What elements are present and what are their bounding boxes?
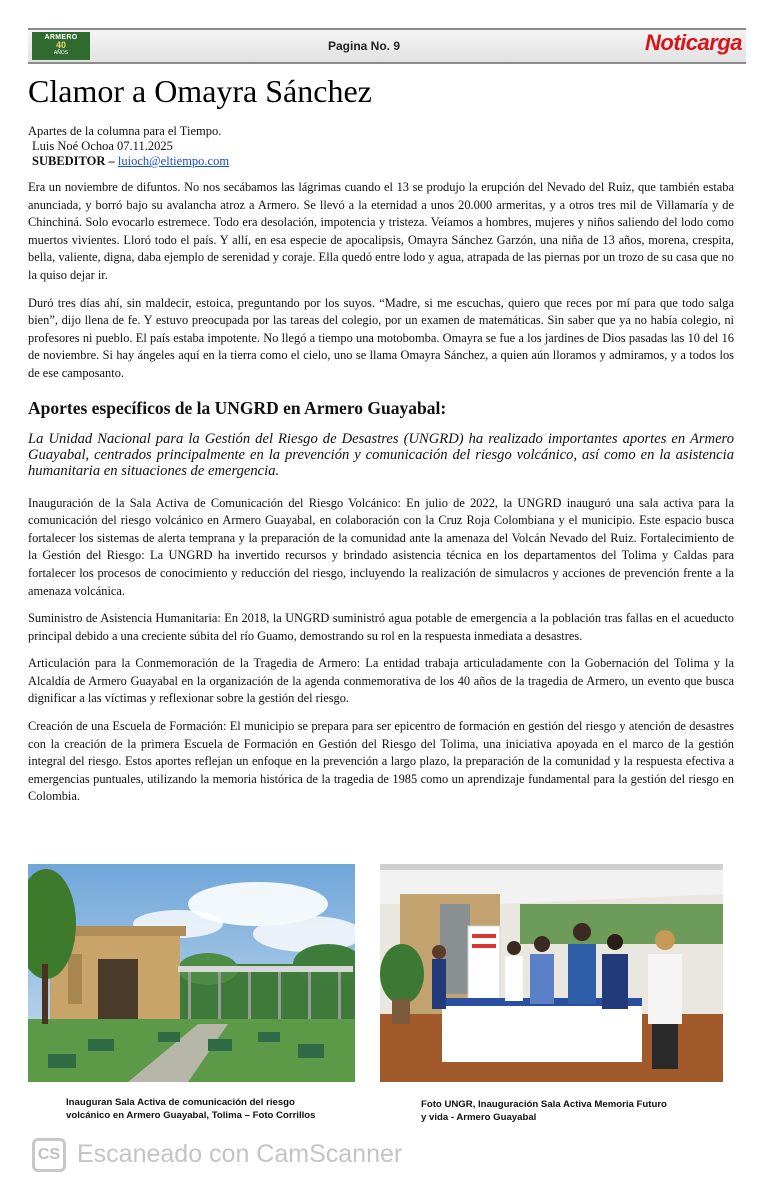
armero-40-logo: [32, 32, 90, 60]
photo-left-caption-line2: volcánico en Armero Guayabal, Tolima – Foto Corrillos: [66, 1110, 316, 1121]
page-number: Pagina No. 9: [328, 39, 401, 53]
photo-right-caption-line2: y vida - Armero Guayabal: [421, 1112, 537, 1123]
photo-sala-activa-exterior: [28, 864, 355, 1082]
noticarga-brand: Noticarga: [645, 30, 742, 55]
article-source: Apartes de la columna para el Tiempo.: [28, 124, 222, 138]
photo-left-caption: [66, 1096, 316, 1122]
photo-right-caption-line1: Foto UNGR, Inauguración Sala Activa Memoria Futuro: [421, 1099, 667, 1110]
camscanner-watermark-text: Escaneado con CamScanner: [77, 1140, 403, 1168]
article-content: [28, 72, 734, 806]
camscanner-logo-icon: CS: [32, 1138, 66, 1172]
section-paragraph-3: Articulación para la Conmemoración de la Tragedia de Armero: La entidad trabaja articuladamente con la Gobernación del Tolima y la Alcaldía de Armero Guayabal en la organización de la agenda conmemorativa de los 40 años de la tragedia de Armero, un evento que busca dignificar a las víctimas y reflexionar sobre la gestión del riesgo.: [28, 656, 734, 706]
photo-left-caption-line1: Inauguran Sala Activa de comunicación del riesgo: [66, 1097, 295, 1108]
logo-left-line3: AÑOS: [53, 50, 69, 56]
article-role: SUBEDITOR –: [32, 154, 115, 168]
article-byline: [28, 124, 734, 169]
section-paragraph-1: Inauguración de la Sala Activa de Comunicación del Riesgo Volcánico: En julio de 2022, la UNGRD inauguró una sala activa para la comunicación del riesgo volcánico en Armero Guayabal, en colaboración con la Cruz Roja Colombiana y el municipio. Este espacio busca fortalecer los sistemas de alerta temprana y la preparación de la comunidad ante la amenaza del Volcán Nevado del Ruiz. Fortalecimiento de la Gestión del Riesgo: La UNGRD ha invertido recursos y brindado asistencia técnica en los departamentos del Tolima y Caldas para fortalecer los procesos de conocimiento y reducción del riesgo, incluyendo la realización de simulacros y acciones de prevención frente a la amenaza volcánica.: [28, 495, 734, 598]
article-paragraph-1: Era un noviembre de difuntos. No nos secábamos las lágrimas cuando el 13 se produjo la erupción del Nevado del Ruiz, que también estaba anunciada, y borró bajo su avalancha atroz a Armero. Se llevó a la eternidad a unos 20.000 armeritas, y a otros tres mil de Villamaría y de Chinchiná. Solo evocarlo estremece. Todo era desolación, impotencia y tristeza. Veíamos a hombres, mujeres y niños saliendo del lodo como muertos vivientes. Lloró todo el país. Y allí, en esa especie de apocalipsis, Omayra Sánchez Garzón, una niña de 13 años, morena, crespita, bella, valiente, digna, daba ejemplo de serenidad y coraje. Ella quedó entre lodo y agua, atrapada de las piernas por un trozo de su casa que no la quiso dejar ir.: [28, 180, 734, 282]
section-lead: La Unidad Nacional para la Gestión del Riesgo de Desastres (UNGRD) ha realizado importantes aportes en Armero Guayabal, centrados principalmente en la prevención y comunicación del riesgo volcánico, así como en la asistencia humanitaria en situaciones de emergencia.: [28, 430, 734, 479]
photo-right-caption: [421, 1098, 667, 1124]
article-paragraph-2: Duró tres días ahí, sin maldecir, estoica, preguntando por los suyos. “Madre, si me escuchas, quiero que reces por mí para que todo salga bien”, dijo llena de fe. Y estuvo preocupada por las tareas del colegio, por un examen de matemáticas. Sin saber que ya no había colegio, ni profesores ni pueblo. El país estaba impotente. No llegó a tiempo una motobomba. Omayra se fue a los jardines de Dios pasadas las 10 del 16 de noviembre. Si hay ángeles aquí en la tierra como el cielo, uno se llama Omayra Sánchez, a quien aún lloramos y admiramos, y a todos los de ese camposanto.: [28, 295, 734, 380]
logo-left-line2: 40: [55, 40, 66, 50]
article-title: Clamor a Omayra Sánchez: [28, 73, 372, 109]
author-email-link[interactable]: luioch@eltiempo.com: [117, 154, 230, 168]
article-role-line: [28, 154, 734, 169]
page-header: [28, 28, 746, 64]
article-author-date: Luis Noé Ochoa 07.11.2025: [32, 139, 173, 153]
section-paragraph-4: Creación de una Escuela de Formación: El municipio se prepara para ser epicentro de formación en gestión del riesgo y atención de desastres con la creación de la primera Escuela de Formación en Gestión del Riesgo del Tolima, una iniciativa apoyada en el marco de la gestión integral del riesgo. Estos aportes reflejan un enfoque en la prevención a largo plazo, la preparación de la comunidad y la respuesta efectiva a emergencias puntuales, utilizando la memoria histórica de la tragedia de 1985 como un aprendizaje fundamental para la gestión del riesgo en Colombia.: [28, 719, 734, 804]
section-heading: Aportes específicos de la UNGRD en Armero Guayabal:: [28, 397, 447, 418]
logo-left-line1: ARMERO: [44, 34, 78, 41]
section-paragraph-2: Suministro de Asistencia Humanitaria: En 2018, la UNGRD suministró agua potable de emergencia a la población tras fallas en el acueducto principal debido a una creciente súbita del río Guamo, demostrando su rol en la respuesta inmediata a desastres.: [28, 611, 734, 643]
photo-inauguration-ceremony: [380, 864, 723, 1082]
noticarga-logo: [612, 30, 742, 60]
